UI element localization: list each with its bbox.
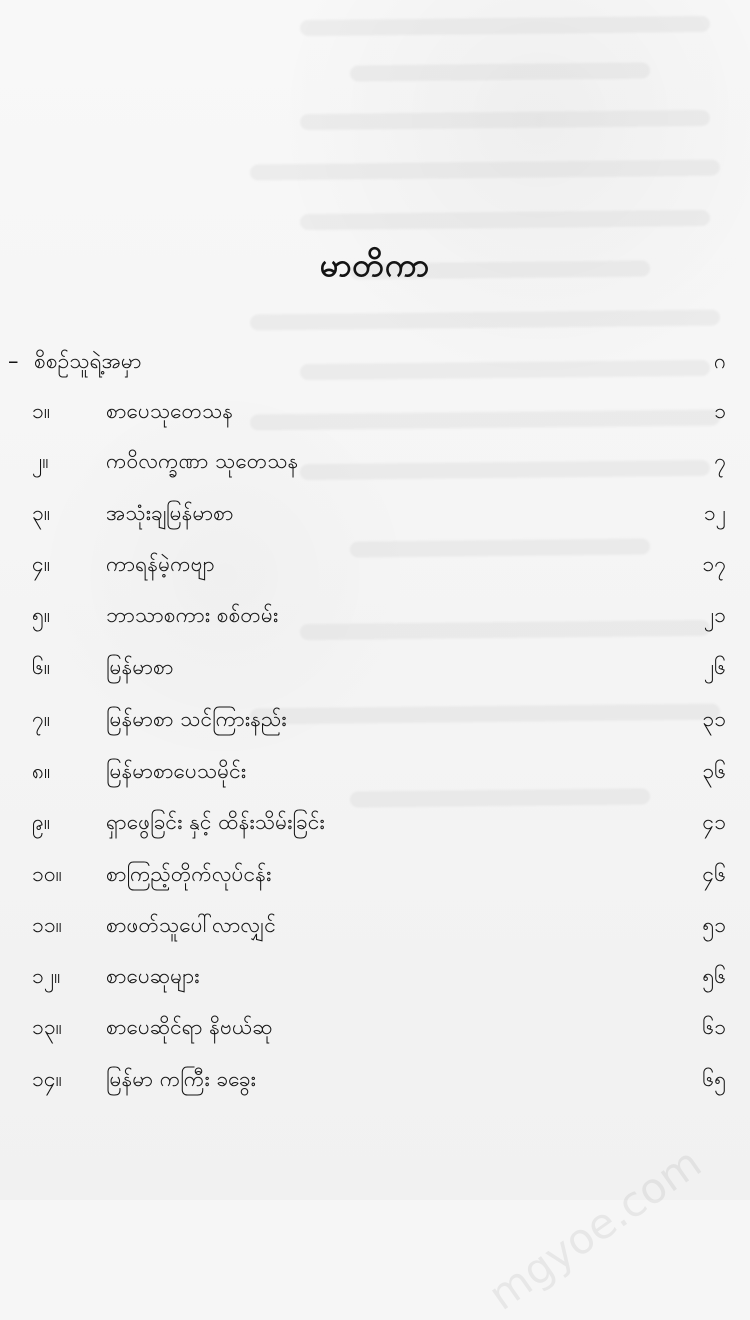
entry-page-number: ၅၆	[702, 964, 726, 988]
toc-entry-preface	[0, 337, 750, 385]
entry-title: အသုံးချမြန်မာစာ	[106, 501, 234, 525]
entry-title: ရှာဖွေခြင်း နှင့် ထိန်းသိမ်းခြင်း	[106, 810, 325, 834]
entry-number: ၆။	[32, 655, 51, 679]
entry-number: ၃။	[32, 501, 51, 525]
bleed-through-line	[300, 210, 710, 230]
entry-page-number: ၄၆	[702, 862, 726, 886]
entry-title: ကာရန်မဲ့ကဗျာ	[106, 552, 215, 576]
entry-number: ၄။	[32, 552, 51, 576]
entry-page-number: ၃၆	[702, 759, 726, 783]
bleed-through-line	[300, 16, 710, 36]
toc-entry	[0, 952, 750, 1000]
entry-number: ၁၁။	[32, 913, 62, 937]
entry-page-number: ၁၂	[703, 501, 726, 525]
entry-page-number: ၇	[714, 449, 726, 473]
entry-page-number: ၁	[714, 399, 726, 423]
entry-number: ၁၀။	[32, 862, 62, 886]
entry-title: စာပေဆုများ	[106, 964, 200, 988]
entry-title: စာကြည့်တိုက်လုပ်ငန်း	[106, 862, 272, 886]
toc-entry	[0, 643, 750, 691]
bleed-through-line	[350, 62, 650, 81]
entry-title: ဘာသာစကား စစ်တမ်း	[106, 603, 279, 627]
toc-entry	[0, 850, 750, 898]
toc-entry	[0, 437, 750, 485]
entry-title: မြန်မာ ကကြီး ခခွေး	[106, 1067, 256, 1091]
entry-title: စာဖတ်သူပေါ်လာလျှင်	[106, 913, 276, 937]
entry-title: မြန်မာစာ	[106, 655, 174, 679]
entry-number: ၇။	[32, 707, 51, 731]
entry-number: ၁၃။	[32, 1015, 62, 1039]
entry-page-number: ၄၁	[702, 810, 726, 834]
entry-page-number: ဂ	[714, 349, 726, 373]
table-of-contents	[0, 337, 750, 1091]
bleed-through-line	[250, 160, 720, 181]
entry-page-number: ၁၇	[702, 552, 726, 576]
entry-page-number: ၃၁	[702, 707, 726, 731]
toc-entry	[0, 540, 750, 588]
entry-page-number: ၅၁	[702, 913, 726, 937]
entry-number: ၁။	[32, 399, 51, 423]
toc-entry	[0, 591, 750, 639]
entry-number: ၂။	[32, 449, 49, 473]
entry-title: စာပေဆိုင်ရာ နိဗယ်ဆု	[106, 1015, 273, 1039]
entry-number: ၁၂။	[32, 964, 61, 988]
toc-entry	[0, 1003, 750, 1051]
entry-page-number: ၂၆	[703, 655, 726, 679]
entry-page-number: ၆၅	[702, 1067, 726, 1091]
entry-title: စိစဥ်သူရဲ့အမှာ	[34, 349, 142, 373]
toc-entry	[0, 489, 750, 537]
toc-entry	[0, 798, 750, 846]
bleed-through-line	[300, 110, 710, 130]
page-title: မာတိကာ	[319, 246, 431, 284]
entry-page-number: ၂၁	[703, 603, 726, 627]
entry-number: ၉။	[32, 810, 51, 834]
entry-page-number: ၆၁	[702, 1015, 726, 1039]
toc-entry	[0, 387, 750, 435]
toc-entry	[0, 695, 750, 743]
entry-number: ၅။	[32, 603, 51, 627]
toc-entry	[0, 901, 750, 949]
entry-title: မြန်မာစာ သင်ကြားနည်း	[106, 707, 287, 731]
entry-number: ၁၄။	[32, 1067, 62, 1091]
bleed-through-line	[250, 310, 720, 331]
entry-number: ၈။	[32, 759, 51, 783]
entry-title: မြန်မာစာပေသမိုင်း	[106, 759, 247, 783]
watermark-text: mgyoe.com	[479, 1137, 710, 1320]
entry-title: စာပေသုတေသန	[106, 399, 234, 423]
toc-entry	[0, 1055, 750, 1103]
toc-entry	[0, 747, 750, 795]
entry-title: ကဝိလက္ခဏာ သုတေသန	[106, 449, 299, 473]
entry-prefix: –	[8, 349, 19, 373]
